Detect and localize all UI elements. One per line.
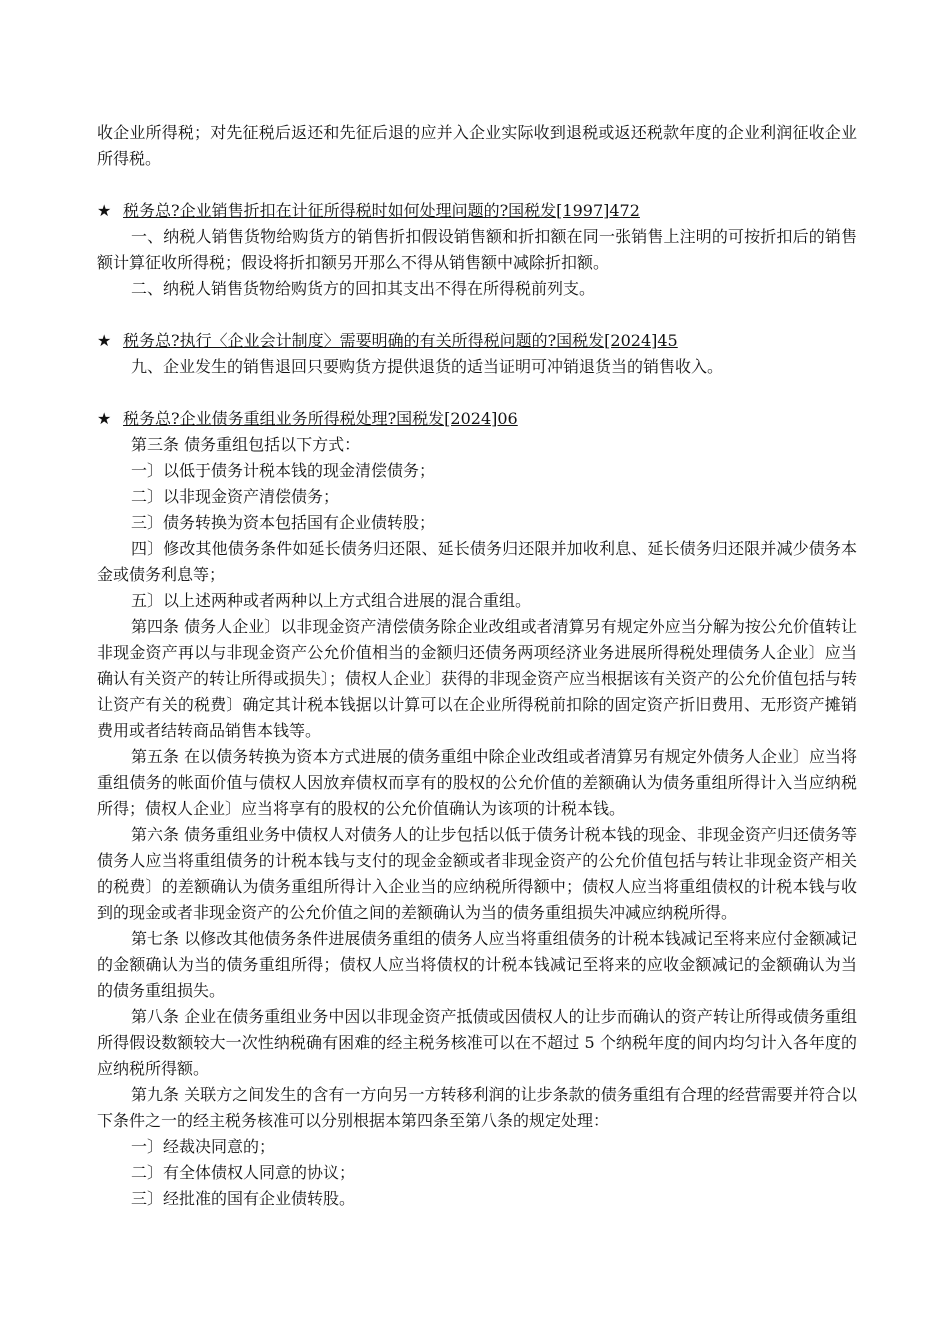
section-heading	[97, 198, 857, 224]
paragraph: 第七条 以修改其他债务条件进展债务重组的债务人应当将重组债务的计税本钱减记至将来应付金额减记的金额确认为当的债务重组所得；债权人应当将债权的计税本钱减记至将来的应收金额减记的金额确认为当的债务重组损失。	[97, 929, 857, 1000]
section-title-link[interactable]: 税务总?执行〈企业会计制度〉需要明确的有关所得税问题的?国税发[2024]45	[123, 331, 678, 350]
paragraph: 四〕修改其他债务条件如延长债务归还限、延长债务归还限并加收利息、延长债务归还限并减少债务本金或债务利息等；	[97, 539, 857, 584]
section-title-link[interactable]: 税务总?企业债务重组业务所得税处理?国税发[2024]06	[123, 409, 518, 428]
spacer	[97, 302, 857, 328]
paragraph: 九、企业发生的销售退回只要购货方提供退货的适当证明可冲销退货当的销售收入。	[131, 357, 724, 376]
intro-paragraph: 收企业所得税；对先征税后返还和先征后退的应并入企业实际收到退税或返还税款年度的企业利润征收企业所得税。	[97, 123, 857, 168]
paragraph: 五〕以上述两种或者两种以上方式组合进展的混合重组。	[131, 591, 532, 610]
spacer	[97, 172, 857, 198]
paragraph: 第九条 关联方之间发生的含有一方向另一方转移利润的让步条款的债务重组有合理的经营需要并符合以下条件之一的经主税务核准可以分别根据本第四条至第八条的规定处理：	[97, 1085, 857, 1130]
paragraph: 一〕以低于债务计税本钱的现金清偿债务；	[131, 461, 436, 480]
star-icon: ★	[97, 331, 112, 350]
paragraph: 三〕经批准的国有企业债转股。	[131, 1189, 356, 1208]
paragraph: 二〕以非现金资产清偿债务；	[131, 487, 340, 506]
section-heading	[97, 328, 857, 354]
paragraph: 一〕经裁决同意的；	[131, 1137, 276, 1156]
paragraph: 第六条 债务重组业务中债权人对债务人的让步包括以低于债务计税本钱的现金、非现金资产归还债务等债务人应当将重组债务的计税本钱与支付的现金金额或者非现金资产的公允价值包括与转让非现金资产相关的税费〕的差额确认为债务重组所得计入企业当的应纳税所得额中；债权人应当将重组债权的计税本钱与收到的现金或者非现金资产的公允价值之间的差额确认为当的债务重组损失冲减应纳税所得。	[97, 825, 857, 922]
paragraph: 一、纳税人销售货物给购货方的销售折扣假设销售额和折扣额在同一张销售上注明的可按折扣后的销售额计算征收所得税；假设将折扣额另开那么不得从销售额中减除折扣额。	[97, 227, 857, 272]
spacer	[97, 380, 857, 406]
section-heading	[97, 406, 857, 432]
star-icon: ★	[97, 409, 112, 428]
star-icon: ★	[97, 201, 112, 220]
paragraph: 第五条 在以债务转换为资本方式进展的债务重组中除企业改组或者清算另有规定外债务人企业〕应当将重组债务的帐面价值与债权人因放弃债权而享有的股权的公允价值的差额确认为债务重组所得计入当应纳税所得；债权人企业〕应当将享有的股权的公允价值确认为该项的计税本钱。	[97, 747, 857, 818]
paragraph: 三〕债务转换为资本包括国有企业债转股；	[131, 513, 436, 532]
paragraph: 二、纳税人销售货物给购货方的回扣其支出不得在所得税前列支。	[131, 279, 596, 298]
document-page	[97, 120, 857, 1212]
paragraph: 二〕有全体债权人同意的协议；	[131, 1163, 356, 1182]
paragraph: 第三条 债务重组包括以下方式：	[131, 435, 361, 454]
section-title-link[interactable]: 税务总?企业销售折扣在计征所得税时如何处理问题的?国税发[1997]472	[123, 201, 640, 220]
paragraph: 第八条 企业在债务重组业务中因以非现金资产抵债或因债权人的让步而确认的资产转让所得或债务重组所得假设数额较大一次性纳税确有困难的经主税务核准可以在不超过 5 个纳税年度的间内均匀计入各年度的应纳税所得额。	[97, 1007, 857, 1078]
paragraph: 第四条 债务人企业〕以非现金资产清偿债务除企业改组或者清算另有规定外应当分解为按公允价值转让非现金资产再以与非现金资产公允价值相当的金额归还债务两项经济业务进展所得税处理债务人企业〕应当确认有关资产的转让所得或损失〕；债权人企业〕获得的非现金资产应当根据该有关资产的公允价值包括与转让资产有关的税费〕确定其计税本钱据以计算可以在企业所得税前扣除的固定资产折旧费用、无形资产摊销费用或者结转商品销售本钱等。	[97, 617, 858, 740]
